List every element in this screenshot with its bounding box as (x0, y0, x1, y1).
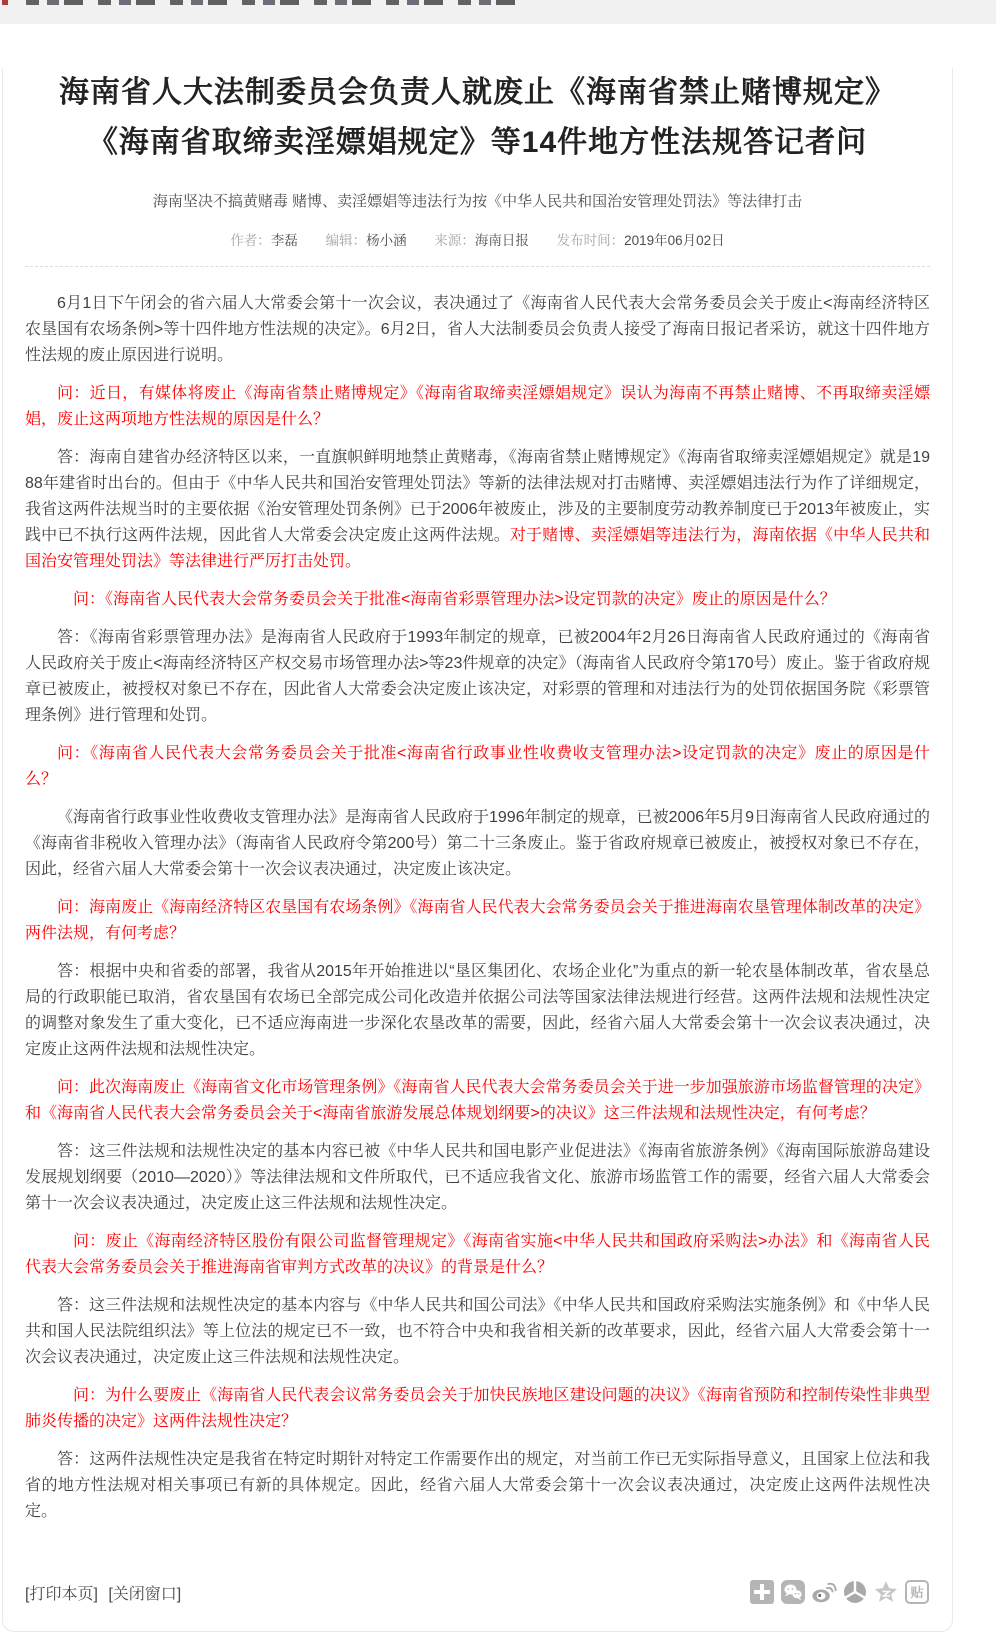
page-title-line2: 《海南省取缔卖淫嫖娼规定》等14件地方性法规答记者问 (87, 126, 868, 159)
share-bar (749, 1579, 930, 1605)
answer-paragraph: 答：《海南省彩票管理办法》是海南省人民政府于1993年制定的规章，已被2004年2月26日海南省人民政府通过的《海南省人民政府关于废止<海南经济特区产权交易市场管理办法>等23件规章的决定》（海南省人民政府令第170号）废止。鉴于省政府规章已被废止，被授权对象已不存在，因此省人大常委会决定废止该决定，对彩票的管理和对违法行为的处罚依据国务院《彩票管理条例》进行管理和处罚。 (25, 629, 930, 724)
card-footer (25, 1579, 930, 1617)
question-paragraph: 问：近日，有媒体将废止《海南省禁止赌博规定》《海南省取缔卖淫嫖娼规定》误认为海南不再禁止赌博、不再取缔卖淫嫖娼，废止这两项地方性法规的原因是什么？ (25, 385, 930, 428)
weibo-icon[interactable] (811, 1579, 837, 1605)
question-paragraph: 问：《海南省人民代表大会常务委员会关于批准<海南省行政事业性收费收支管理办法>设定罚款的决定》废止的原因是什么？ (25, 745, 930, 788)
answer-paragraph: 答：这两件法规性决定是我省在特定时期针对特定工作需要作出的规定，对当前工作已无实际指导意义，且国家上位法和我省的地方性法规对相关事项已有新的具体规定。因此，经省六届人大常委会第十一次会议表决通过，决定废止这两件法规性决定。 (25, 1451, 930, 1520)
footer-links (25, 1581, 187, 1604)
article-card (2, 68, 953, 1632)
clipped-page-header (0, 0, 996, 24)
page-title (51, 68, 904, 168)
answer-paragraph: 答：这三件法规和法规性决定的基本内容与《中华人民共和国公司法》《中华人民共和国政府采购法实施条例》和《中华人民共和国人民法院组织法》等上位法的规定已不一致，也不符合中央和我省相关新的改革要求，因此，经省六届人大常委会第十一次会议表决通过，决定废止这三件法规和法规性决定。 (25, 1297, 930, 1366)
article-meta (25, 232, 930, 250)
question-paragraph: 问：《海南省人民代表大会常务委员会关于批准<海南省彩票管理办法>设定罚款的决定》废止的原因是什么？ (73, 591, 836, 608)
answer-paragraph: 《海南省行政事业性收费收支管理办法》是海南省人民政府于1996年制定的规章，已被2006年5月9日海南省人民政府通过的《海南省非税收入管理办法》（海南省人民政府令第200号）第二十三条废止。鉴于省政府规章已被废止，被授权对象已不存在，因此，经省六届人大常委会第十一次会议表决通过，决定废止该决定。 (25, 809, 930, 878)
clipped-header-red-fragment (2, 0, 8, 5)
question-paragraph: 问：海南废止《海南经济特区农垦国有农场条例》《海南省人民代表大会常务委员会关于推进海南农垦管理体制改革的决定》两件法规，有何考虑？ (25, 899, 930, 942)
meta-editor: 编辑：杨小涵 (325, 233, 407, 248)
dashed-separator (25, 266, 930, 267)
qzone-icon[interactable] (873, 1579, 899, 1605)
meta-author: 作者：李磊 (230, 233, 298, 248)
question-paragraph: 问：此次海南废止《海南省文化市场管理条例》《海南省人民代表大会常务委员会关于进一步加强旅游市场监督管理的决定》和《海南省人民代表大会常务委员会关于<海南省旅游发展总体规划纲要>的决议》这三件法规和法规性决定，有何考虑？ (25, 1079, 930, 1122)
close-window-link[interactable]: [关闭窗口] (108, 1585, 182, 1603)
question-paragraph: 问：废止《海南经济特区股份有限公司监督管理规定》《海南省实施<中华人民共和国政府采购法>办法》和《海南省人民代表大会常务委员会关于推进海南省审判方式改革的决议》的背景是什么？ (25, 1233, 930, 1276)
meta-source: 来源：海南日报 (434, 233, 529, 248)
wechat-icon[interactable] (780, 1579, 806, 1605)
answer-paragraph: 6月1日下午闭会的省六届人大常委会第十一次会议，表决通过了《海南省人民代表大会常务委员会关于废止<海南经济特区农垦国有农场条例>等十四件地方性法规的决定》。6月2日，省人大法制委员会负责人接受了海南日报记者采访，就这十四件地方性法规的废止原因进行说明。 (25, 295, 930, 364)
clipped-header-text-fragments (26, 0, 526, 5)
share-more-icon[interactable] (749, 1579, 775, 1605)
meta-pubtime: 发布时间：2019年06月02日 (556, 233, 725, 248)
renren-icon[interactable] (842, 1579, 868, 1605)
answer-paragraph: 答：海南自建省办经济特区以来，一直旗帜鲜明地禁止黄赌毒，《海南省禁止赌博规定》《海南省取缔卖淫嫖娼规定》就是1988年建省时出台的。但由于《中华人民共和国治安管理处罚法》等新的法律法规对打击赌博、卖淫嫖娼违法行为作了详细规定，我省这两件法规当时的主要依据《治安管理处罚条例》已于2006年被废止，涉及的主要制度劳动教养制度已于2013年被废止，实践中已不执行这两件法规，因此省人大常委会决定废止这两件法规。对于赌博、卖淫嫖娼等违法行为，海南依据《中华人民共和国治安管理处罚法》等法律进行严厉打击处罚。 (25, 449, 930, 570)
tieba-icon[interactable] (904, 1579, 930, 1605)
answer-paragraph: 答：根据中央和省委的部署，我省从2015年开始推进以“垦区集团化、农场企业化”为重点的新一轮农垦体制改革，省农垦总局的行政职能已取消，省农垦国有农场已全部完成公司化改造并依据公司法等国家法律法规进行经营。这两件法规和法规性决定的调整对象发生了重大变化，已不适应海南进一步深化农垦改革的需要，因此，经省六届人大常委会第十一次会议表决通过，决定废止这两件法规和法规性决定。 (25, 963, 930, 1058)
tieba-glyph: 贴 (910, 1584, 924, 1600)
question-paragraph: 问：为什么要废止《海南省人民代表会议常务委员会关于加快民族地区建设问题的决议》《海南省预防和控制传染性非典型肺炎传播的决定》这两件法规性决定？ (25, 1387, 930, 1430)
page-title-line1: 海南省人大法制委员会负责人就废止《海南省禁止赌博规定》 (59, 76, 896, 109)
article-body (25, 291, 930, 1525)
print-page-link[interactable]: [打印本页] (25, 1585, 98, 1603)
answer-paragraph: 答：这三件法规和法规性决定的基本内容已被《中华人民共和国电影产业促进法》《海南省旅游条例》《海南国际旅游岛建设发展规划纲要（2010—2020）》等法律法规和文件所取代，已不适应我省文化、旅游市场监管工作的需要，经省六届人大常委会第十一次会议表决通过，决定废止这三件法规和法规性决定。 (25, 1143, 930, 1212)
article-subtitle: 海南坚决不搞黄赌毒 赌博、卖淫嫖娼等违法行为按《中华人民共和国治安管理处罚法》等法律打击 (152, 193, 803, 210)
